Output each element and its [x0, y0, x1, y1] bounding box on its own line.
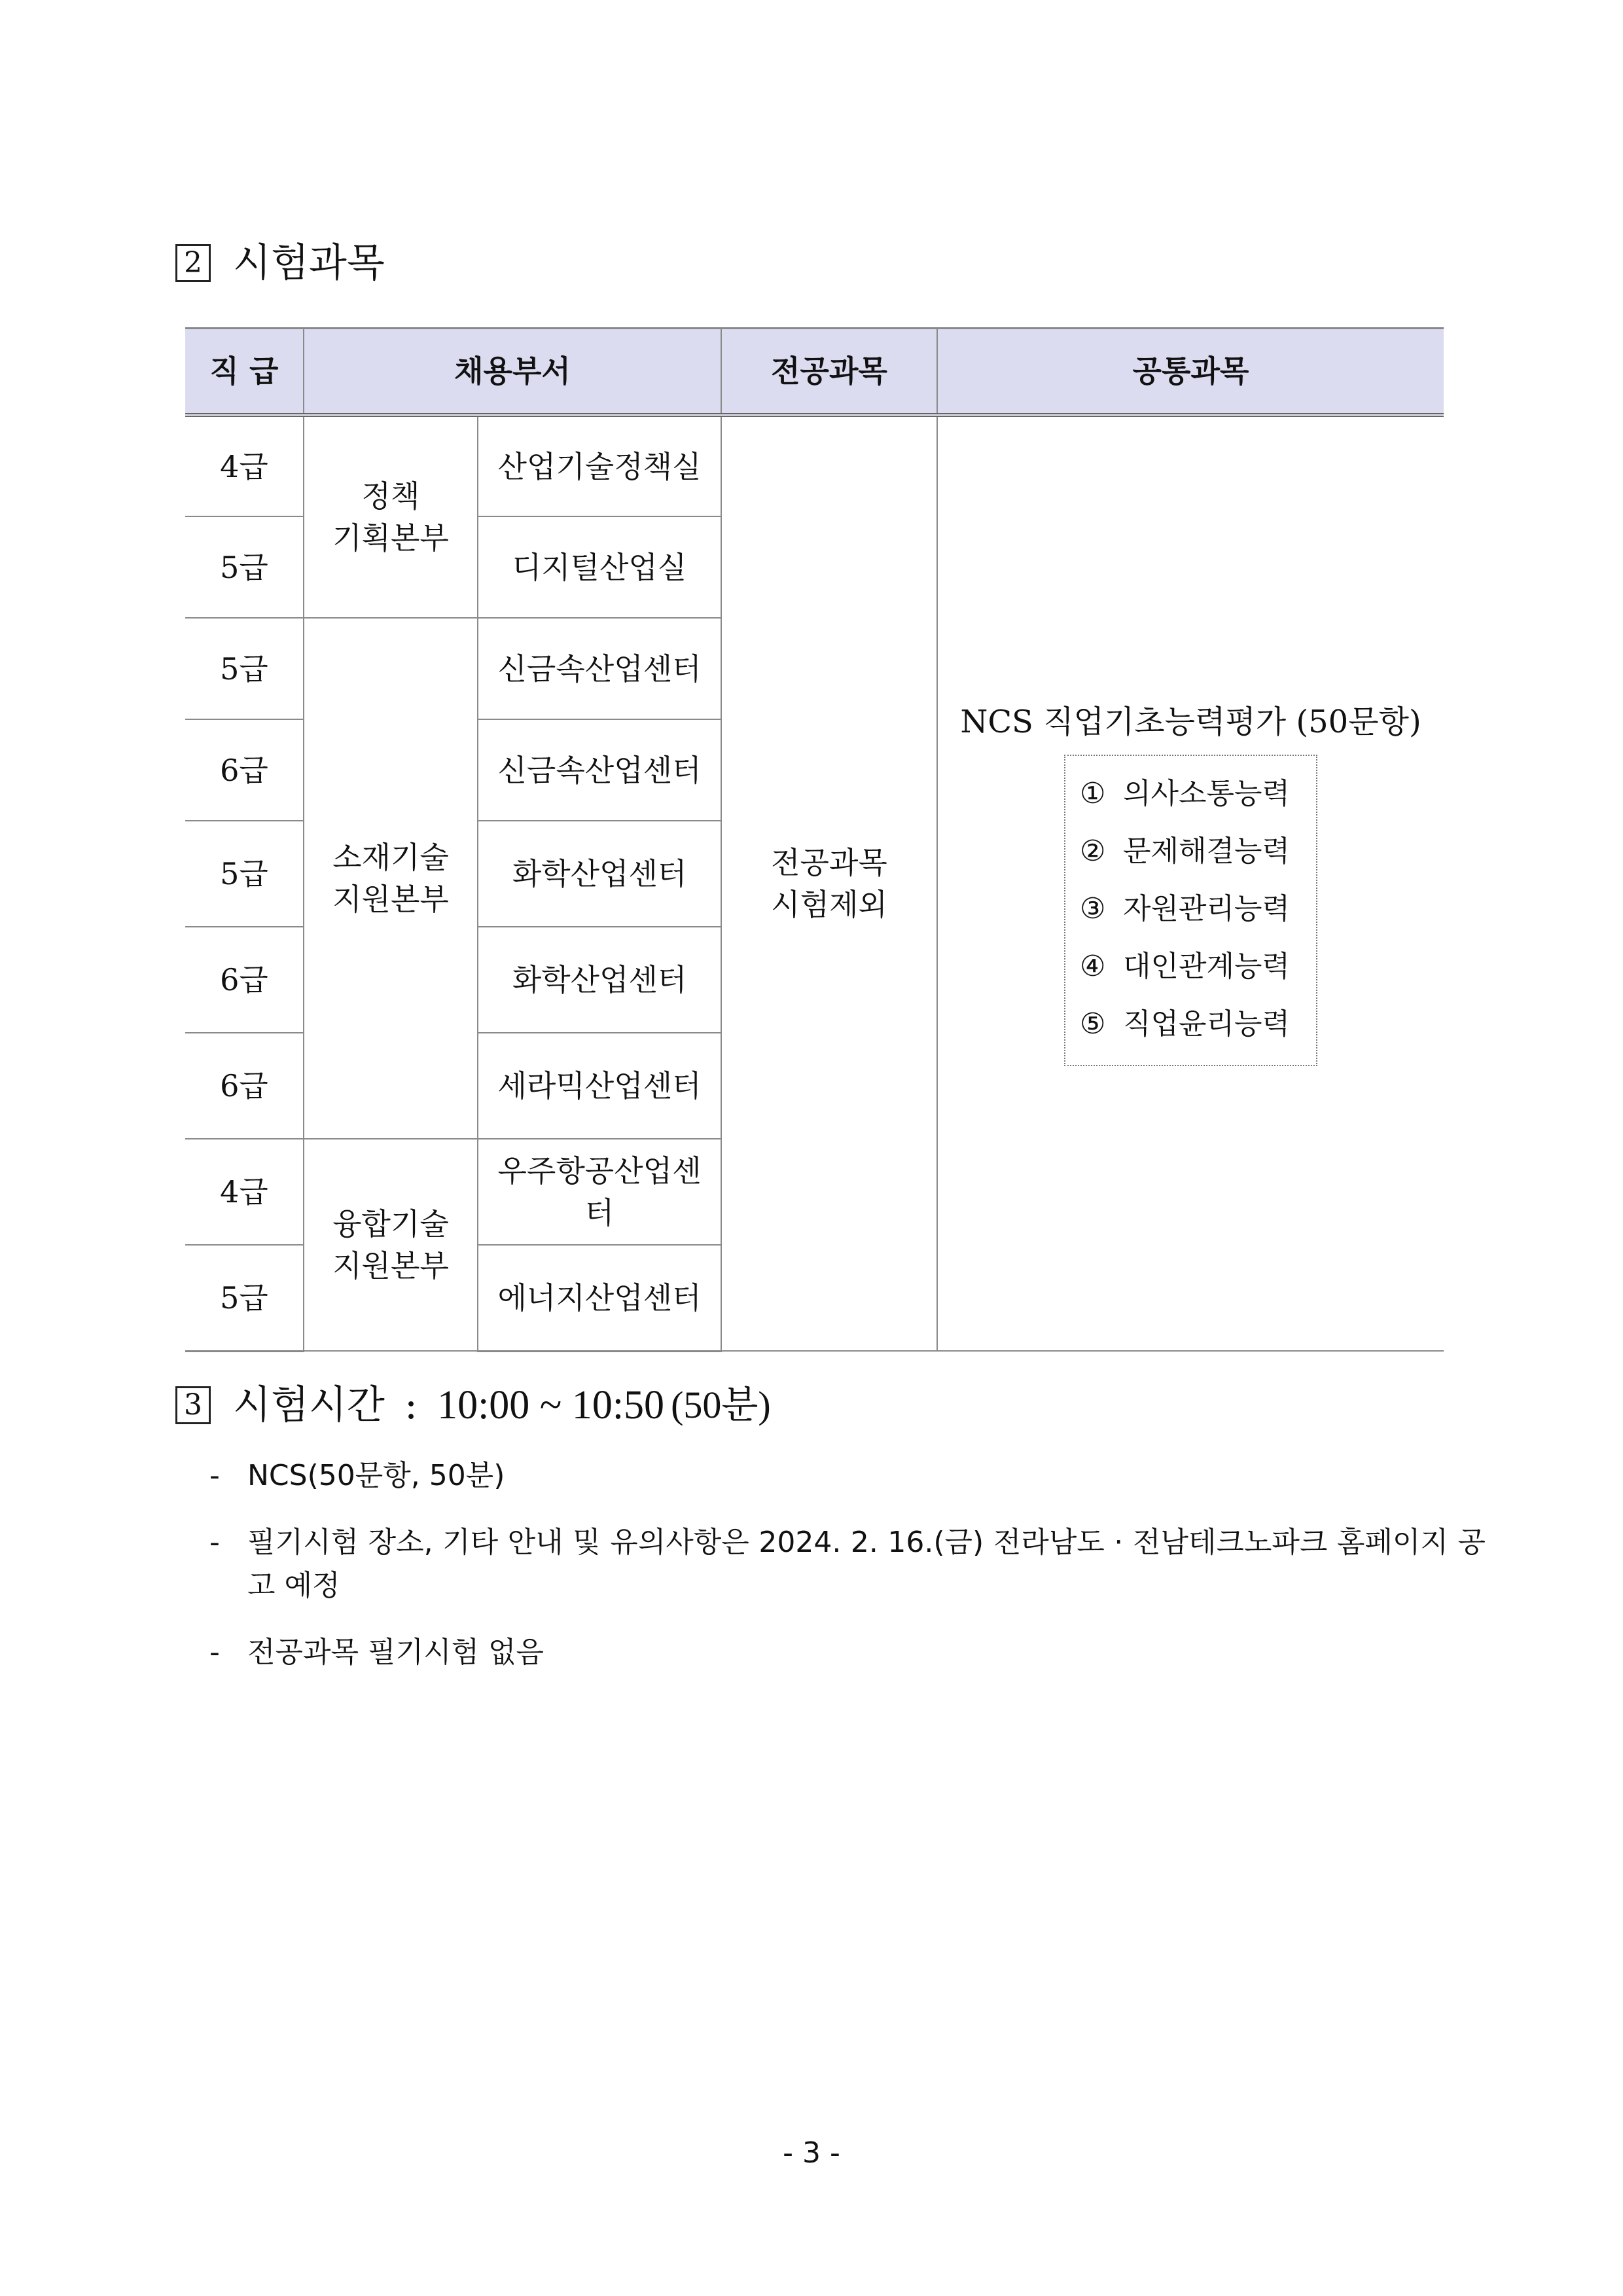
- major-line: 전공과목: [771, 845, 887, 880]
- major-cell: [721, 415, 937, 1351]
- unit-cell: 신금속산업센터: [478, 618, 721, 719]
- unit-cell: 우주항공산업센터: [478, 1139, 721, 1245]
- unit-cell: 화학산업센터: [478, 821, 721, 927]
- section-title: 시험시간: [233, 1382, 385, 1428]
- item-number: ⑤: [1079, 1007, 1106, 1041]
- grade-cell: 6급: [185, 927, 304, 1033]
- item-label: 의사소통능력: [1122, 777, 1291, 810]
- section-number-box: 2: [175, 244, 211, 282]
- unit-cell: 산업기술정책실: [478, 415, 721, 516]
- grade-cell: 5급: [185, 516, 304, 618]
- division-cell: [304, 618, 478, 1139]
- list-item: [1080, 823, 1290, 880]
- item-label: 직업윤리능력: [1122, 1007, 1291, 1041]
- grade-cell: 5급: [185, 1245, 304, 1351]
- exam-subjects-table: [185, 327, 1444, 1352]
- item-number: ④: [1079, 950, 1106, 983]
- list-item: [1080, 765, 1290, 823]
- bullet-text: 전공과목 필기시험 없음: [247, 1636, 544, 1669]
- list-item: [1080, 880, 1290, 938]
- bullet-dash: -: [209, 1526, 220, 1559]
- unit-cell: 디지털산업실: [478, 516, 721, 618]
- grade-cell: 6급: [185, 1033, 304, 1139]
- item-number: ②: [1079, 834, 1106, 868]
- list-item: [209, 1631, 1486, 1674]
- division-line: 지원본부: [332, 882, 449, 917]
- unit-cell: 화학산업센터: [478, 927, 721, 1033]
- division-line: 정책: [361, 478, 420, 514]
- table-row: [185, 415, 1444, 516]
- table-header-row: [185, 329, 1444, 416]
- grade-cell: 4급: [185, 415, 304, 516]
- grade-cell: 5급: [185, 821, 304, 927]
- division-line: 소재기술: [332, 840, 449, 875]
- grade-cell: 5급: [185, 618, 304, 719]
- section-number-box: 3: [175, 1386, 211, 1424]
- major-line: 시험제외: [771, 887, 887, 922]
- bullet-text: NCS(50문항, 50분): [247, 1459, 505, 1492]
- bullet-dash: -: [209, 1459, 220, 1492]
- section-2-heading: [175, 240, 385, 286]
- item-number: ①: [1079, 777, 1106, 810]
- grade-cell: 4급: [185, 1139, 304, 1245]
- bullet-dash: -: [209, 1636, 220, 1669]
- list-item: [1080, 996, 1290, 1053]
- item-label: 대인관계능력: [1122, 950, 1291, 983]
- unit-cell: 세라믹산업센터: [478, 1033, 721, 1139]
- division-line: 기획본부: [332, 520, 449, 556]
- division-line: 융합기술: [332, 1206, 449, 1242]
- header-dept: 채용부서: [304, 329, 721, 416]
- notes-list: [209, 1454, 1486, 1698]
- division-cell: [304, 415, 478, 618]
- exam-time: 10:00 ~ 10:50: [437, 1383, 665, 1427]
- unit-cell: 에너지산업센터: [478, 1245, 721, 1351]
- item-label: 문제해결능력: [1122, 834, 1291, 868]
- header-common: 공통과목: [937, 329, 1444, 416]
- division-line: 지원본부: [332, 1248, 449, 1283]
- header-grade: 직 급: [185, 329, 304, 416]
- header-major: 전공과목: [721, 329, 937, 416]
- exam-duration: (50분): [671, 1384, 771, 1426]
- item-label: 자원관리능력: [1122, 892, 1291, 925]
- division-cell: [304, 1139, 478, 1351]
- unit-cell: 신금속산업센터: [478, 719, 721, 821]
- time-separator: :: [404, 1382, 418, 1428]
- common-cell: [937, 415, 1444, 1351]
- section-title: 시험과목: [233, 240, 385, 286]
- list-item: [209, 1454, 1486, 1498]
- section-3-heading: [175, 1382, 771, 1428]
- list-item: [209, 1521, 1486, 1607]
- bullet-text: 필기시험 장소, 기타 안내 및 유의사항은 2024. 2. 16.(금) 전라남도 · 전남테크노파크 홈페이지 공고 예정: [247, 1526, 1486, 1602]
- grade-cell: 6급: [185, 719, 304, 821]
- item-number: ③: [1079, 892, 1106, 925]
- competency-list: [1064, 755, 1317, 1066]
- page-number: - 3 -: [783, 2136, 840, 2170]
- common-title: NCS 직업기초능력평가 (50문항): [960, 704, 1421, 740]
- list-item: [1080, 938, 1290, 996]
